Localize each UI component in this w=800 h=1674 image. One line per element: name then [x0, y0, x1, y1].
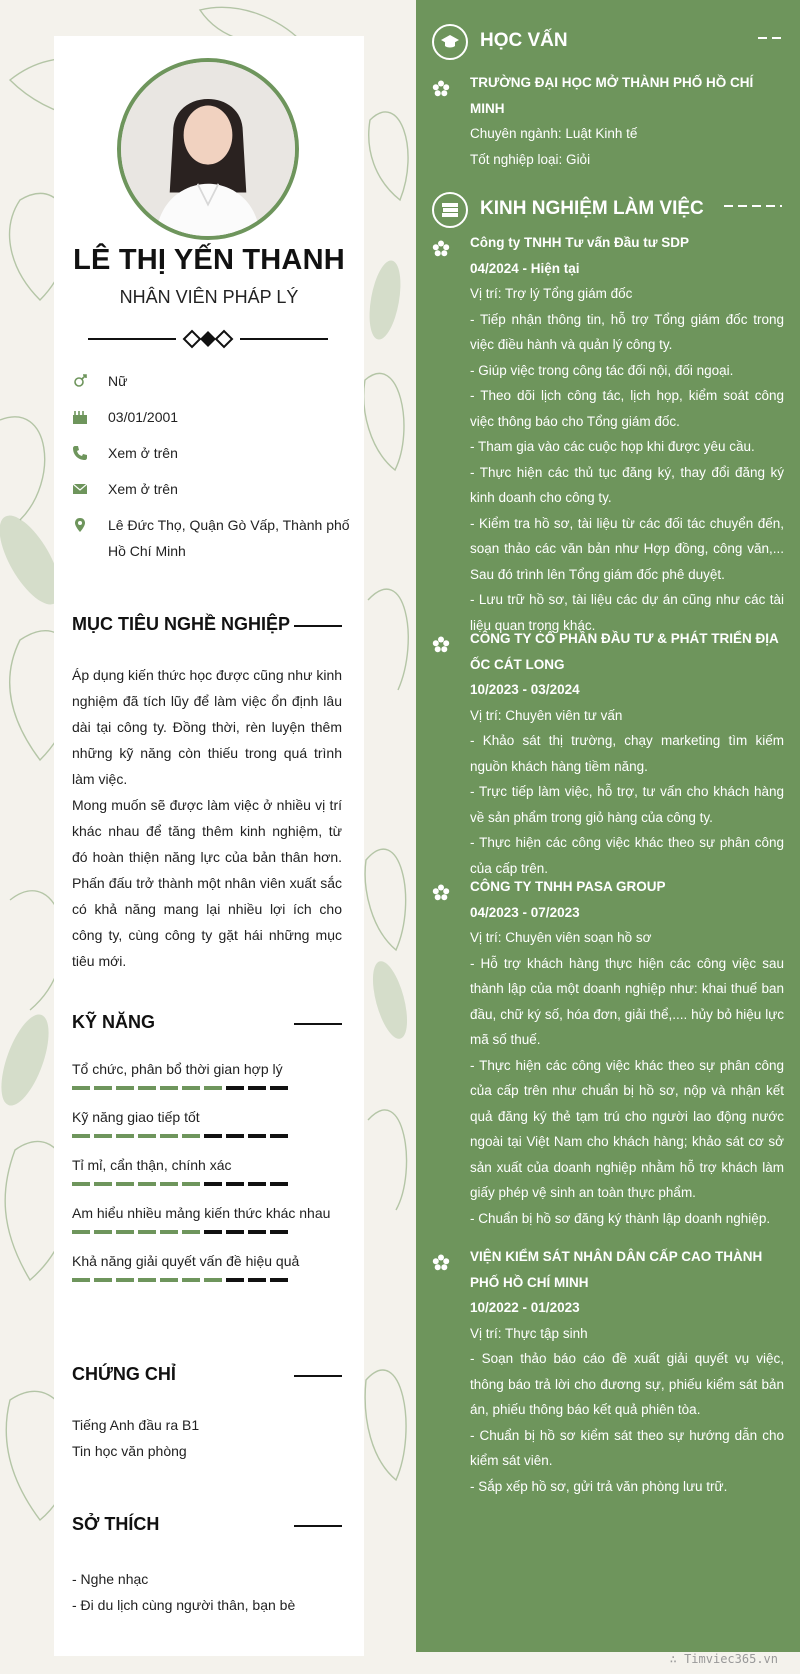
experience-entry — [432, 230, 784, 638]
skill-level-segment — [72, 1182, 90, 1186]
skill-level-segment — [248, 1182, 266, 1186]
job-period: 10/2022 - 01/2023 — [470, 1300, 580, 1315]
company-name: CÔNG TY CỔ PHẦN ĐẦU TƯ & PHÁT TRIỂN ĐỊA ỐC CÁT LONG — [470, 631, 779, 672]
skill-level-segment — [248, 1086, 266, 1090]
experience-entry — [432, 626, 784, 881]
hobbies-heading: SỞ THÍCH — [72, 1514, 342, 1535]
skill-item — [72, 1152, 342, 1186]
skill-level-segment — [226, 1278, 244, 1282]
skill-level-segment — [204, 1230, 222, 1234]
skill-level-segment — [72, 1278, 90, 1282]
skill-level-segment — [72, 1230, 90, 1234]
skill-level-bar — [72, 1086, 342, 1090]
heading-dash — [724, 205, 782, 207]
education-heading: HỌC VẤN — [432, 24, 784, 64]
skill-level-bar — [72, 1230, 342, 1234]
heading-rule — [294, 1375, 342, 1377]
job-task: - Hỗ trợ khách hàng thực hiện các công việc sau thành lập của một doanh nghiệp như: khai thuế ban đầu, chữ ký số, hóa đơn, giải thể,.... hủy bỏ hiệu lực mã số thuế. — [470, 955, 784, 1047]
skill-level-segment — [116, 1230, 134, 1234]
skill-level-segment — [94, 1230, 112, 1234]
skill-name: Tổ chức, phân bổ thời gian hợp lý — [72, 1061, 283, 1077]
skill-level-segment — [204, 1086, 222, 1090]
skill-item — [72, 1104, 342, 1138]
list-item: Tin học văn phòng — [72, 1443, 187, 1459]
skill-level-segment — [116, 1278, 134, 1282]
skill-level-segment — [204, 1278, 222, 1282]
job-task: - Soạn thảo báo cáo đề xuất giải quyết vụ việc, thông báo trả lời cho đương sự, phiếu kiểm sát bản án, phiếu thông báo kết quả phiên tòa. — [470, 1351, 784, 1417]
skill-level-segment — [248, 1230, 266, 1234]
certificates-heading: CHỨNG CHỈ — [72, 1364, 342, 1385]
skill-item — [72, 1056, 342, 1090]
skill-level-segment — [226, 1182, 244, 1186]
watermark: ∴ Timviec365.vn — [669, 1652, 778, 1666]
skills-list — [72, 1056, 342, 1296]
avatar-portrait-icon — [121, 62, 295, 236]
email-icon — [72, 481, 88, 497]
skill-level-segment — [72, 1134, 90, 1138]
skill-level-segment — [138, 1086, 156, 1090]
job-task: - Thực hiện các công việc khác theo sự phân công của cấp trên như chuẩn bị hồ sơ, nộp và nhận kết quả đăng ký thẻ tạm trú cho người lao động nước ngoài tại Việt Nam cho khách hàng; khảo sát cơ sở sản xuất của doanh nghiệp nhằm hỗ trợ khách làm giấy phép vệ sinh an toàn thực phẩm. — [470, 1057, 784, 1200]
skills-heading: KỸ NĂNG — [72, 1012, 342, 1033]
skill-level-segment — [270, 1230, 288, 1234]
skill-level-segment — [182, 1086, 200, 1090]
job-task: - Sắp xếp hồ sơ, gửi trả văn phòng lưu trữ. — [470, 1478, 728, 1494]
education-grade: Tốt nghiệp loại: Giỏi — [470, 151, 591, 167]
skill-level-segment — [138, 1182, 156, 1186]
heading-dash — [758, 37, 782, 39]
contact-birthday: 03/01/2001 — [70, 404, 350, 430]
skill-level-segment — [116, 1134, 134, 1138]
skill-level-segment — [226, 1230, 244, 1234]
company-name: CÔNG TY TNHH PASA GROUP — [470, 879, 666, 894]
skill-level-segment — [138, 1134, 156, 1138]
skill-level-segment — [204, 1182, 222, 1186]
skill-level-segment — [182, 1182, 200, 1186]
objective-text: Áp dụng kiến thức học được cũng như kinh nghiệm đã tích lũy để làm việc ổn định lâu dài tại công ty. Đồng thời, rèn luyện thêm những kỹ năng còn thiếu trong quá trình làm việc. Mong muốn sẽ được làm việc ở nhiều vị trí khác nhau để tăng thêm kinh nghiệm, từ đó hoàn thiện năng lực của bản thân hơn. Phấn đấu trở thành một nhân viên xuất sắc có khả năng mang lại nhiều lợi ích cho công ty, cùng công ty gặt hái những mục tiêu mới. — [72, 667, 343, 969]
job-task: - Tham gia vào các cuộc họp khi được yêu cầu. — [470, 439, 755, 454]
job-task: - Kiểm tra hồ sơ, tài liệu từ các đối tác chuyển đến, soạn thảo các văn bản như Hợp đồng, công văn,... Sau đó trình lên Tổng giám đốc phê duyệt. — [470, 515, 784, 582]
contact-email: Xem ở trên — [70, 476, 350, 502]
skill-item — [72, 1200, 342, 1234]
job-position: Vị trí: Trợ lý Tổng giám đốc — [470, 286, 633, 301]
skill-item — [72, 1248, 342, 1282]
skill-level-segment — [270, 1278, 288, 1282]
company-name: Công ty TNHH Tư vấn Đầu tư SDP — [470, 235, 690, 250]
skill-level-segment — [160, 1230, 178, 1234]
list-item: - Nghe nhạc — [72, 1571, 149, 1587]
skill-level-segment — [94, 1134, 112, 1138]
job-position: Vị trí: Thực tập sinh — [470, 1325, 588, 1341]
skill-level-bar — [72, 1182, 342, 1186]
skill-level-segment — [94, 1182, 112, 1186]
skill-level-segment — [138, 1278, 156, 1282]
job-title: NHÂN VIÊN PHÁP LÝ — [119, 287, 299, 307]
skill-name: Kỹ năng giao tiếp tốt — [72, 1109, 200, 1125]
flower-icon — [432, 80, 450, 98]
location-icon — [72, 517, 88, 533]
skill-level-bar — [72, 1134, 342, 1138]
job-task: - Khảo sát thị trường, chạy marketing tìm kiếm nguồn khách hàng tiềm năng. — [470, 733, 784, 774]
gender-icon — [72, 373, 88, 389]
school-name: TRƯỜNG ĐẠI HỌC MỞ THÀNH PHỐ HỒ CHÍ MINH — [470, 75, 754, 116]
skill-name: Khả năng giải quyết vấn đề hiệu quả — [72, 1253, 300, 1269]
skill-level-segment — [270, 1086, 288, 1090]
education-major: Chuyên ngành: Luật Kinh tế — [470, 126, 638, 141]
skill-level-segment — [116, 1182, 134, 1186]
skill-level-segment — [182, 1134, 200, 1138]
skill-level-segment — [226, 1134, 244, 1138]
list-item: - Đi du lịch cùng người thân, bạn bè — [72, 1597, 296, 1613]
experience-entry — [432, 874, 784, 1231]
job-position: Vị trí: Chuyên viên tư vấn — [470, 707, 623, 723]
experience-entry — [432, 1244, 784, 1499]
skill-level-segment — [248, 1278, 266, 1282]
heading-rule — [294, 1023, 342, 1025]
skill-level-segment — [270, 1182, 288, 1186]
skill-name: Am hiểu nhiều mảng kiến thức khác nhau — [72, 1205, 331, 1221]
heading-rule — [294, 625, 342, 627]
skill-level-segment — [226, 1086, 244, 1090]
flower-icon — [432, 884, 450, 902]
job-period: 10/2023 - 03/2024 — [470, 682, 580, 697]
skill-level-segment — [270, 1134, 288, 1138]
skill-name: Tỉ mỉ, cẩn thận, chính xác — [72, 1157, 232, 1173]
heading-rule — [294, 1525, 342, 1527]
job-period: 04/2023 - 07/2023 — [470, 904, 580, 920]
job-task: - Chuẩn bị hồ sơ đăng ký thành lập doanh nghiệp. — [470, 1210, 771, 1226]
flower-icon — [432, 240, 450, 258]
job-task: - Thực hiện các công việc khác theo sự phân công của cấp trên. — [470, 835, 784, 876]
job-position: Vị trí: Chuyên viên soạn hồ sơ — [470, 930, 652, 945]
contact-address: Lê Đức Thọ, Quận Gò Vấp, Thành phố Hồ Chí Minh — [70, 512, 350, 564]
contact-list — [70, 368, 350, 574]
job-task: - Giúp việc trong công tác đối nội, đối ngoại. — [470, 362, 734, 378]
books-icon — [432, 192, 468, 228]
flower-icon — [432, 636, 450, 654]
skill-level-segment — [160, 1134, 178, 1138]
candidate-name: LÊ THỊ YẾN THANH — [73, 244, 345, 276]
job-task: - Thực hiện các thủ tục đăng ký, thay đổi đăng ký kinh doanh cho công ty. — [470, 464, 784, 505]
skill-level-segment — [138, 1230, 156, 1234]
divider-ornament — [88, 327, 328, 351]
avatar — [117, 58, 299, 240]
experience-heading: KINH NGHIỆM LÀM VIỆC — [432, 192, 784, 232]
skill-level-segment — [182, 1278, 200, 1282]
skill-level-segment — [94, 1086, 112, 1090]
company-name: VIỆN KIỂM SÁT NHÂN DÂN CẤP CAO THÀNH PHỐ HỒ CHÍ MINH — [470, 1249, 763, 1290]
skill-level-segment — [160, 1182, 178, 1186]
skill-level-segment — [160, 1086, 178, 1090]
contact-gender: Nữ — [70, 368, 350, 394]
calendar-icon — [72, 409, 88, 425]
skill-level-segment — [248, 1134, 266, 1138]
skill-level-segment — [204, 1134, 222, 1138]
hobbies-list — [72, 1566, 342, 1618]
graduation-cap-icon — [432, 24, 468, 60]
job-task: - Lưu trữ hồ sơ, tài liệu các dự án cũng như các tài liệu quan trọng khác. — [470, 592, 784, 633]
list-item: Tiếng Anh đầu ra B1 — [72, 1417, 200, 1433]
skill-level-segment — [72, 1086, 90, 1090]
job-task: - Trực tiếp làm việc, hỗ trợ, tư vấn cho khách hàng về sản phẩm trong giỏ hàng của công ty. — [470, 784, 784, 825]
objective-heading: MỤC TIÊU NGHỀ NGHIỆP — [72, 614, 342, 635]
job-task: - Tiếp nhận thông tin, hỗ trợ Tổng giám đốc trong việc điều hành và quản lý công ty. — [470, 311, 784, 352]
job-period: 04/2024 - Hiện tại — [470, 260, 580, 276]
skill-level-segment — [94, 1278, 112, 1282]
flower-icon — [432, 1254, 450, 1272]
certificates-list — [72, 1412, 342, 1464]
phone-icon — [72, 445, 88, 461]
skill-level-segment — [182, 1230, 200, 1234]
contact-phone: Xem ở trên — [70, 440, 350, 466]
education-entry — [432, 70, 784, 172]
skill-level-segment — [160, 1278, 178, 1282]
job-task: - Theo dõi lịch công tác, lịch họp, kiểm soát công việc thông báo cho Tổng giám đốc. — [470, 388, 784, 429]
job-task: - Chuẩn bị hồ sơ kiểm sát theo sự hướng dẫn cho kiểm sát viên. — [470, 1427, 784, 1468]
skill-level-bar — [72, 1278, 342, 1282]
skill-level-segment — [116, 1086, 134, 1090]
